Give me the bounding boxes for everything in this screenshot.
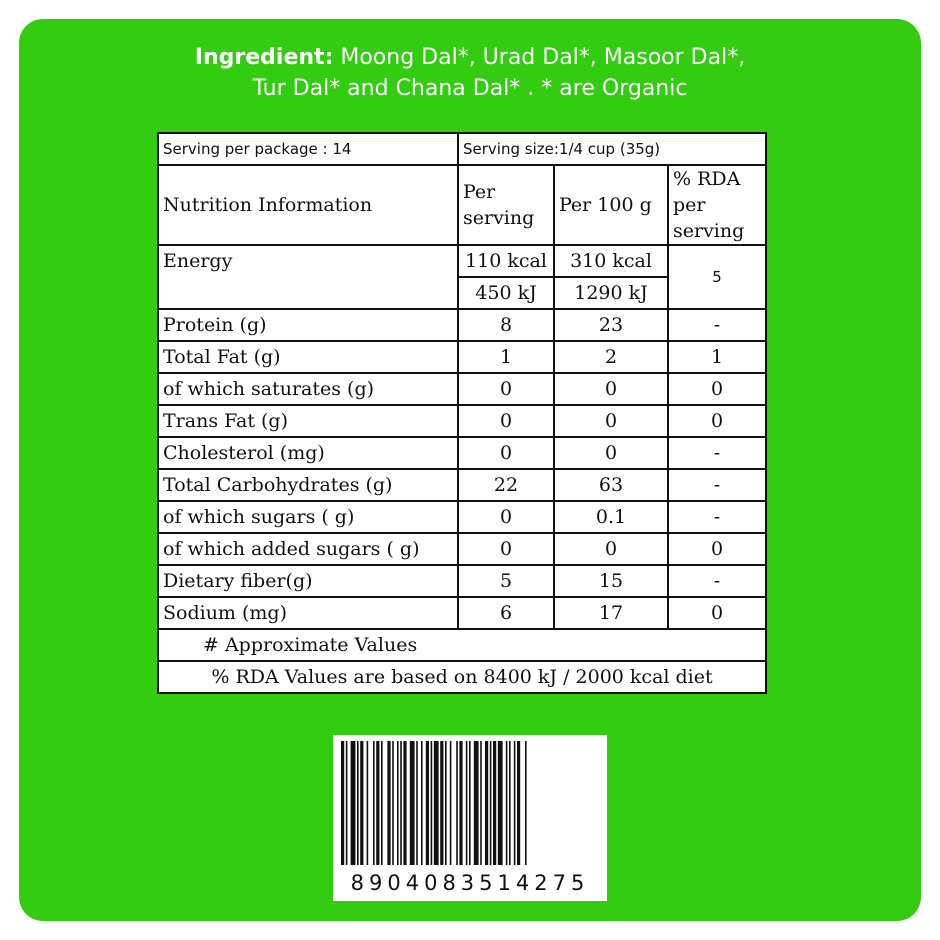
value-rda: - xyxy=(668,437,766,469)
barcode-bar xyxy=(392,741,394,865)
nutrient-name: Protein (g) xyxy=(158,309,458,341)
value-rda: 0 xyxy=(668,597,766,629)
barcode-bar xyxy=(381,741,383,865)
footnote-row-2 xyxy=(158,661,766,693)
value-per-serving: 5 xyxy=(458,565,554,597)
barcode-bar xyxy=(445,741,447,865)
value-rda: 1 xyxy=(668,341,766,373)
energy-kcal-serving: 110 kcal xyxy=(458,245,554,277)
value-per-100g: 0 xyxy=(554,405,668,437)
nutrient-name: of which saturates (g) xyxy=(158,373,458,405)
barcode-bar xyxy=(490,741,492,865)
energy-label: Energy xyxy=(158,245,458,309)
value-per-100g: 0 xyxy=(554,533,668,565)
table-row xyxy=(158,341,766,373)
value-rda: - xyxy=(668,309,766,341)
table-row xyxy=(158,405,766,437)
value-per-serving: 8 xyxy=(458,309,554,341)
barcode-bar xyxy=(434,741,439,865)
energy-rda: 5 xyxy=(668,245,766,309)
nutrient-name: Trans Fat (g) xyxy=(158,405,458,437)
value-per-serving: 22 xyxy=(458,469,554,501)
barcode-bar xyxy=(426,741,429,865)
barcode-bar xyxy=(387,741,390,865)
barcode-bar xyxy=(517,741,520,865)
header-per-100g: Per 100 g xyxy=(554,165,668,245)
value-rda: 0 xyxy=(668,533,766,565)
barcode-bar xyxy=(410,741,415,865)
serving-size: Serving size:1/4 cup (35g) xyxy=(458,133,766,165)
barcode-bar xyxy=(506,741,508,865)
ingredient-text xyxy=(0,42,940,104)
table-row xyxy=(158,565,766,597)
value-per-serving: 0 xyxy=(458,437,554,469)
barcode-bar xyxy=(485,741,488,865)
value-per-100g: 23 xyxy=(554,309,668,341)
value-per-serving: 0 xyxy=(458,373,554,405)
value-per-100g: 63 xyxy=(554,469,668,501)
barcode-bar xyxy=(474,741,479,865)
table-row xyxy=(158,309,766,341)
serving-row xyxy=(158,133,766,165)
header-per-serving: Per serving xyxy=(458,165,554,245)
ingredient-line-2: Tur Dal* and Chana Dal* . * are Organic xyxy=(252,76,688,101)
table-row xyxy=(158,469,766,501)
header-row xyxy=(158,165,766,245)
header-rda: % RDA per serving xyxy=(668,165,766,245)
footnote-rda-basis: % RDA Values are based on 8400 kJ / 2000 kcal diet xyxy=(158,661,766,693)
table-row xyxy=(158,501,766,533)
barcode-bar xyxy=(459,741,462,865)
value-per-100g: 17 xyxy=(554,597,668,629)
value-per-100g: 2 xyxy=(554,341,668,373)
nutrient-name: Total Carbohydrates (g) xyxy=(158,469,458,501)
barcode-bar xyxy=(456,741,458,865)
table-row xyxy=(158,373,766,405)
value-per-serving: 0 xyxy=(458,405,554,437)
value-per-serving: 0 xyxy=(458,533,554,565)
barcode-bar xyxy=(480,741,482,865)
barcode-bar xyxy=(440,741,443,865)
barcode-bar xyxy=(373,741,375,865)
value-rda: 0 xyxy=(668,373,766,405)
table-row xyxy=(158,533,766,565)
nutrient-name: of which added sugars ( g) xyxy=(158,533,458,565)
energy-row-kcal xyxy=(158,245,766,277)
nutrient-name: Sodium (mg) xyxy=(158,597,458,629)
barcode-bar xyxy=(400,741,402,865)
table-row xyxy=(158,437,766,469)
nutrient-rows xyxy=(158,309,766,629)
barcode-icon xyxy=(333,735,607,875)
value-per-serving: 1 xyxy=(458,341,554,373)
ingredient-line-1 xyxy=(0,42,940,73)
barcode-bar xyxy=(376,741,379,865)
serving-per-package: Serving per package : 14 xyxy=(158,133,458,165)
footnote-approximate: # Approximate Values xyxy=(158,629,766,661)
barcode-bar xyxy=(431,741,433,865)
barcode-bar xyxy=(416,741,418,865)
ingredient-label: Ingredient: xyxy=(194,45,334,70)
nutrient-name: of which sugars ( g) xyxy=(158,501,458,533)
nutrient-name: Total Fat (g) xyxy=(158,341,458,373)
value-rda: - xyxy=(668,501,766,533)
barcode-digits: 8904083514275 xyxy=(350,871,590,895)
barcode-bar xyxy=(509,741,511,865)
barcode-bar xyxy=(397,741,399,865)
barcode-bar xyxy=(341,741,344,865)
barcode-bar xyxy=(450,741,452,865)
barcode-bar xyxy=(493,741,496,865)
barcode-bar xyxy=(525,741,527,865)
nutrient-name: Cholesterol (mg) xyxy=(158,437,458,469)
value-rda: - xyxy=(668,565,766,597)
header-nutrition-information: Nutrition Information xyxy=(158,165,458,245)
value-per-serving: 6 xyxy=(458,597,554,629)
barcode-bar xyxy=(367,741,369,865)
barcode-bar xyxy=(469,741,471,865)
ingredient-list-1: Moong Dal*, Urad Dal*, Masoor Dal*, xyxy=(333,45,746,70)
footnote-row-1 xyxy=(158,629,766,661)
nutrient-name: Dietary fiber(g) xyxy=(158,565,458,597)
barcode-bar xyxy=(351,741,356,865)
barcode-bar xyxy=(421,741,423,865)
value-rda: - xyxy=(668,469,766,501)
barcode-bar xyxy=(357,741,359,865)
barcode-bar xyxy=(346,741,348,865)
barcode-bar xyxy=(514,741,516,865)
table-row xyxy=(158,597,766,629)
energy-kj-100g: 1290 kJ xyxy=(554,277,668,309)
value-per-100g: 0 xyxy=(554,437,668,469)
energy-kj-serving: 450 kJ xyxy=(458,277,554,309)
value-per-100g: 0.1 xyxy=(554,501,668,533)
nutrition-table xyxy=(157,132,767,694)
energy-kcal-100g: 310 kcal xyxy=(554,245,668,277)
value-per-serving: 0 xyxy=(458,501,554,533)
barcode-bar xyxy=(498,741,503,865)
barcode xyxy=(333,735,607,901)
value-per-100g: 15 xyxy=(554,565,668,597)
barcode-bar xyxy=(360,741,363,865)
value-per-100g: 0 xyxy=(554,373,668,405)
barcode-bar xyxy=(466,741,468,865)
value-rda: 0 xyxy=(668,405,766,437)
barcode-bar xyxy=(403,741,406,865)
